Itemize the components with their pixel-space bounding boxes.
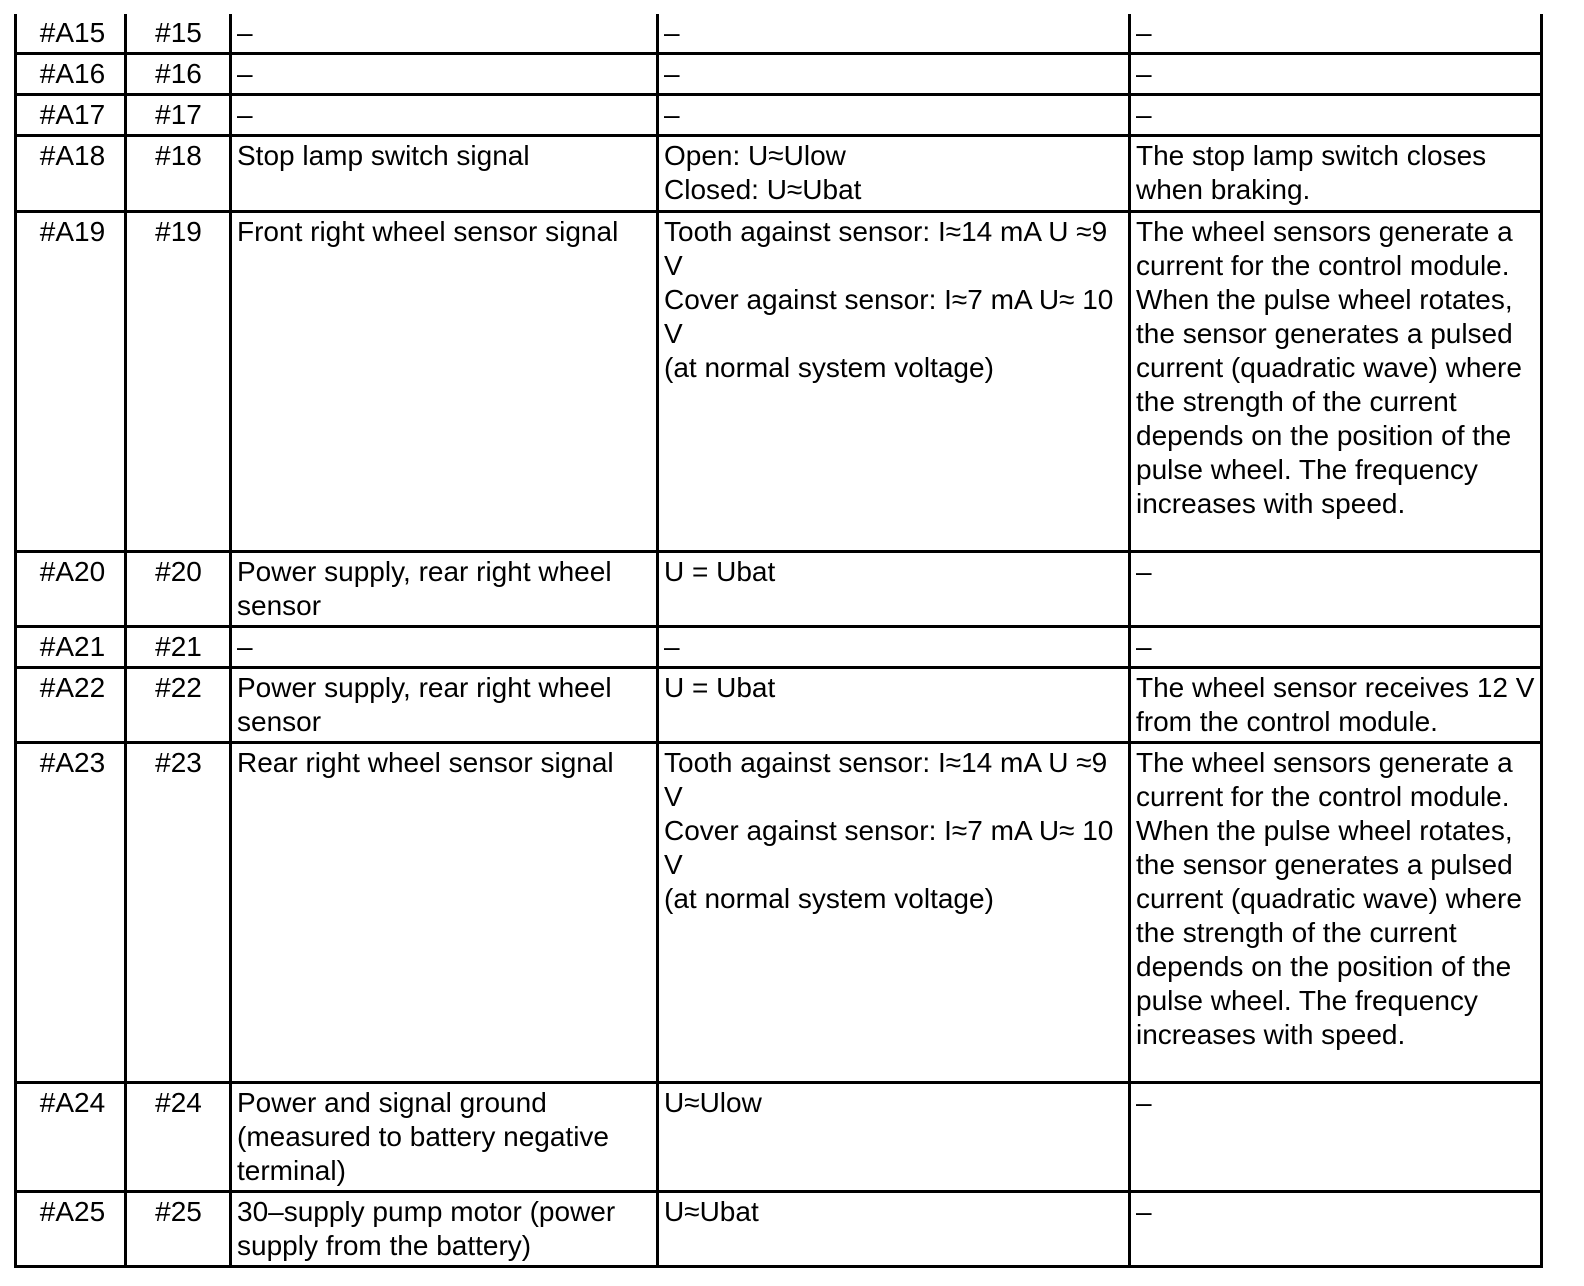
- signal-description: –: [231, 14, 658, 54]
- value-line: U≈Ulow: [664, 1087, 762, 1118]
- signal-description: Rear right wheel sensor signal: [231, 743, 658, 1083]
- value-line: Cover against sensor: I≈7 mA U≈ 10 V: [664, 284, 1114, 349]
- signal-description: Power supply, rear right wheel sensor: [231, 552, 658, 627]
- signal-description: –: [231, 95, 658, 136]
- value-line: –: [664, 99, 680, 130]
- note: The wheel sensors generate a current for the control module. When the pulse wheel rotates, the sensor generates a pulsed current (quadratic wave) where the strength of the current depends on the position of the pulse wheel. The frequency increases with speed.: [1130, 743, 1542, 1083]
- note: –: [1130, 627, 1542, 668]
- table-row: [16, 1192, 1542, 1267]
- note: –: [1130, 1083, 1542, 1192]
- table-row: [16, 668, 1542, 743]
- table-row: [16, 136, 1542, 212]
- nominal-value: [658, 54, 1130, 95]
- connector-code: #A23: [16, 743, 126, 1083]
- pin-number: #23: [126, 743, 231, 1083]
- value-line: Open: U≈Ulow: [664, 140, 846, 171]
- pin-table-container: [14, 14, 1543, 1268]
- table-row: [16, 212, 1542, 552]
- connector-code: #A16: [16, 54, 126, 95]
- value-line: –: [664, 631, 680, 662]
- table-row: [16, 14, 1542, 54]
- connector-code: #A15: [16, 14, 126, 54]
- value-line: (at normal system voltage): [664, 352, 994, 383]
- note: –: [1130, 95, 1542, 136]
- signal-description: –: [231, 627, 658, 668]
- nominal-value: [658, 136, 1130, 212]
- note: The stop lamp switch closes when braking.: [1130, 136, 1542, 212]
- pin-number: #20: [126, 552, 231, 627]
- value-line: Cover against sensor: I≈7 mA U≈ 10 V: [664, 815, 1114, 880]
- value-line: –: [664, 58, 680, 89]
- pin-number: #21: [126, 627, 231, 668]
- pin-table: [14, 14, 1543, 1268]
- table-row: [16, 1083, 1542, 1192]
- table-row: [16, 552, 1542, 627]
- note: The wheel sensor receives 12 V from the control module.: [1130, 668, 1542, 743]
- pin-number: #15: [126, 14, 231, 54]
- signal-description: Power supply, rear right wheel sensor: [231, 668, 658, 743]
- nominal-value: [658, 212, 1130, 552]
- nominal-value: [658, 627, 1130, 668]
- value-line: Tooth against sensor: I≈14 mA U ≈9 V: [664, 216, 1108, 281]
- nominal-value: [658, 1083, 1130, 1192]
- value-line: U = Ubat: [664, 556, 776, 587]
- note: –: [1130, 552, 1542, 627]
- signal-description: Front right wheel sensor signal: [231, 212, 658, 552]
- table-row: [16, 54, 1542, 95]
- nominal-value: [658, 668, 1130, 743]
- signal-description: 30–supply pump motor (power supply from the battery): [231, 1192, 658, 1267]
- value-line: U = Ubat: [664, 672, 776, 703]
- signal-description: Power and signal ground (measured to battery negative terminal): [231, 1083, 658, 1192]
- connector-code: #A19: [16, 212, 126, 552]
- note: –: [1130, 54, 1542, 95]
- pin-number: #22: [126, 668, 231, 743]
- table-row: [16, 627, 1542, 668]
- value-line: U≈Ubat: [664, 1196, 759, 1227]
- pin-number: #18: [126, 136, 231, 212]
- nominal-value: [658, 1192, 1130, 1267]
- pin-number: #16: [126, 54, 231, 95]
- connector-code: #A25: [16, 1192, 126, 1267]
- connector-code: #A21: [16, 627, 126, 668]
- connector-code: #A22: [16, 668, 126, 743]
- note: –: [1130, 14, 1542, 54]
- nominal-value: [658, 743, 1130, 1083]
- connector-code: #A20: [16, 552, 126, 627]
- nominal-value: [658, 95, 1130, 136]
- pin-number: #19: [126, 212, 231, 552]
- value-line: –: [664, 17, 680, 48]
- value-line: Tooth against sensor: I≈14 mA U ≈9 V: [664, 747, 1108, 812]
- note: –: [1130, 1192, 1542, 1267]
- pin-number: #17: [126, 95, 231, 136]
- connector-code: #A24: [16, 1083, 126, 1192]
- table-row: [16, 95, 1542, 136]
- value-line: Closed: U≈Ubat: [664, 174, 862, 205]
- value-line: (at normal system voltage): [664, 883, 994, 914]
- nominal-value: [658, 552, 1130, 627]
- signal-description: –: [231, 54, 658, 95]
- connector-code: #A17: [16, 95, 126, 136]
- table-row: [16, 743, 1542, 1083]
- pin-number: #24: [126, 1083, 231, 1192]
- note: The wheel sensors generate a current for the control module. When the pulse wheel rotates, the sensor generates a pulsed current (quadratic wave) where the strength of the current depends on the position of the pulse wheel. The frequency increases with speed.: [1130, 212, 1542, 552]
- nominal-value: [658, 14, 1130, 54]
- connector-code: #A18: [16, 136, 126, 212]
- pin-number: #25: [126, 1192, 231, 1267]
- signal-description: Stop lamp switch signal: [231, 136, 658, 212]
